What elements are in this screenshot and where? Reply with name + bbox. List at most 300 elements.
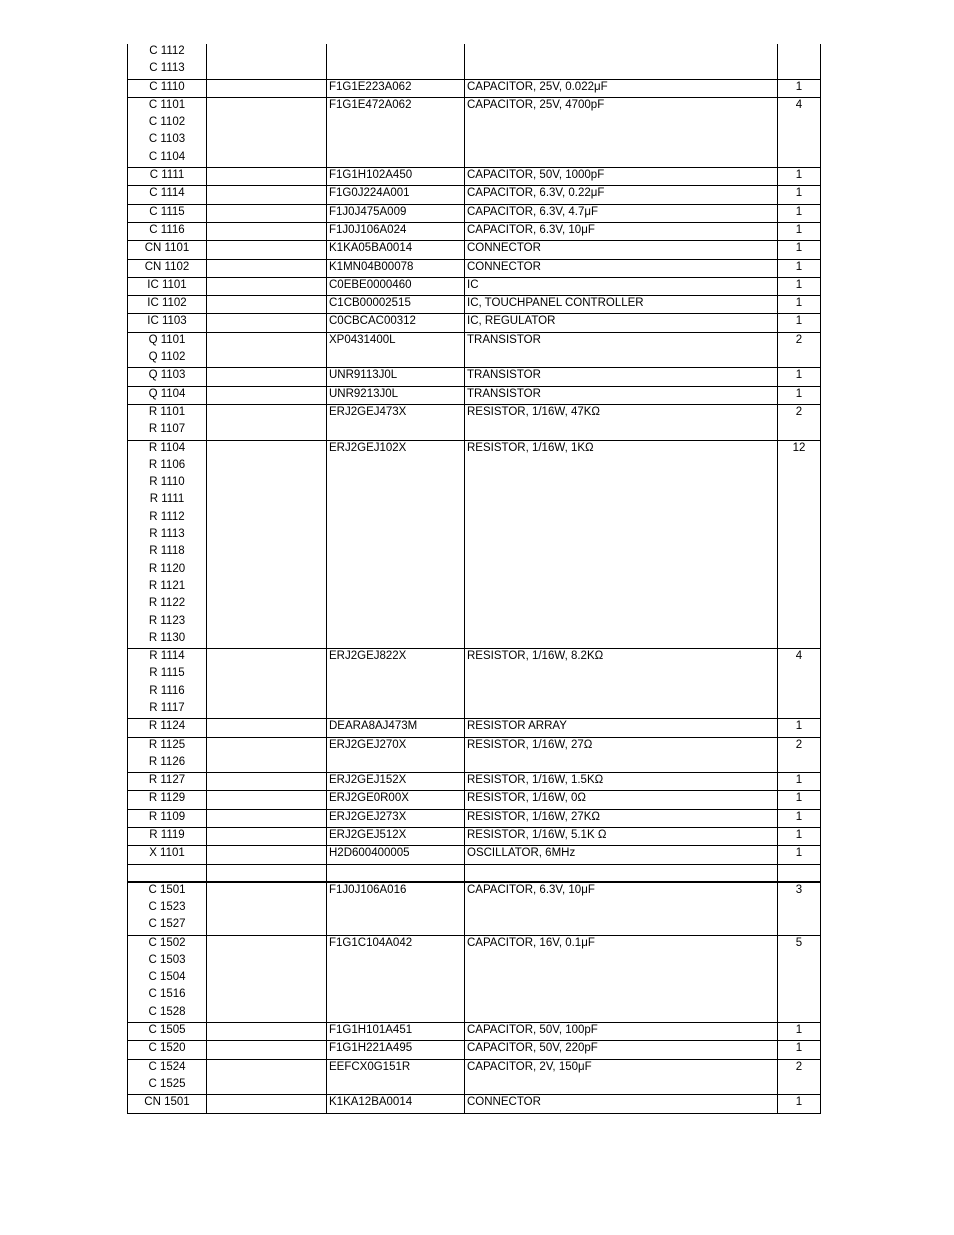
ref-cell: X 1101	[128, 846, 207, 864]
blank-cell	[207, 259, 327, 277]
quantity-cell: 1	[778, 828, 821, 846]
ref-cell: R 1112	[128, 510, 207, 527]
ref-cell: R 1117	[128, 701, 207, 719]
blank-cell	[207, 864, 327, 882]
parts-list-body	[128, 44, 821, 1113]
description-cell	[465, 900, 778, 917]
description-cell	[465, 1077, 778, 1095]
quantity-cell	[778, 44, 821, 61]
description-cell: CAPACITOR, 6.3V, 4.7μF	[465, 204, 778, 222]
table-row	[128, 755, 821, 773]
quantity-cell	[778, 350, 821, 368]
ref-cell: R 1126	[128, 755, 207, 773]
quantity-cell	[778, 492, 821, 509]
part-number-cell	[327, 132, 465, 149]
part-number-cell	[327, 987, 465, 1004]
table-row	[128, 1041, 821, 1059]
table-row	[128, 917, 821, 935]
ref-cell: IC 1101	[128, 277, 207, 295]
table-row	[128, 846, 821, 864]
description-cell	[465, 631, 778, 649]
blank-cell	[207, 1095, 327, 1113]
quantity-cell	[778, 458, 821, 475]
table-row	[128, 241, 821, 259]
part-number-cell	[327, 701, 465, 719]
part-number-cell: ERJ2GEJ473X	[327, 404, 465, 422]
table-row	[128, 935, 821, 953]
quantity-cell: 1	[778, 1095, 821, 1113]
table-row	[128, 900, 821, 917]
table-row	[128, 1059, 821, 1077]
part-number-cell: EEFCX0G151R	[327, 1059, 465, 1077]
table-row	[128, 544, 821, 561]
blank-cell	[207, 44, 327, 61]
description-cell	[465, 953, 778, 970]
description-cell	[465, 150, 778, 168]
table-row	[128, 168, 821, 186]
description-cell: RESISTOR, 1/16W, 1.5KΩ	[465, 773, 778, 791]
part-number-cell	[327, 458, 465, 475]
table-row	[128, 510, 821, 527]
blank-cell	[207, 458, 327, 475]
quantity-cell	[778, 970, 821, 987]
blank-cell	[207, 1059, 327, 1077]
part-number-cell	[327, 510, 465, 527]
part-number-cell	[327, 1077, 465, 1095]
description-cell: CONNECTOR	[465, 1095, 778, 1113]
quantity-cell: 1	[778, 79, 821, 97]
part-number-cell	[327, 755, 465, 773]
table-row	[128, 259, 821, 277]
quantity-cell: 1	[778, 186, 821, 204]
part-number-cell: C0CBCAC00312	[327, 314, 465, 332]
blank-cell	[207, 737, 327, 755]
quantity-cell	[778, 596, 821, 613]
quantity-cell: 5	[778, 935, 821, 953]
table-row	[128, 1077, 821, 1095]
table-row	[128, 791, 821, 809]
blank-cell	[207, 277, 327, 295]
part-number-cell: F1G1H221A495	[327, 1041, 465, 1059]
description-cell: IC, TOUCHPANEL CONTROLLER	[465, 296, 778, 314]
part-number-cell: F1G1E223A062	[327, 79, 465, 97]
table-row	[128, 562, 821, 579]
ref-cell: R 1101	[128, 404, 207, 422]
ref-cell: C 1111	[128, 168, 207, 186]
description-cell: IC, REGULATOR	[465, 314, 778, 332]
part-number-cell	[327, 475, 465, 492]
part-number-cell	[327, 527, 465, 544]
description-cell: RESISTOR, 1/16W, 5.1K Ω	[465, 828, 778, 846]
description-cell: CAPACITOR, 25V, 0.022μF	[465, 79, 778, 97]
part-number-cell: K1KA05BA0014	[327, 241, 465, 259]
blank-cell	[207, 1023, 327, 1041]
table-row	[128, 332, 821, 350]
part-number-cell: ERJ2GEJ822X	[327, 649, 465, 667]
table-row	[128, 970, 821, 987]
description-cell: RESISTOR, 1/16W, 27KΩ	[465, 809, 778, 827]
blank-cell	[207, 953, 327, 970]
ref-cell: C 1523	[128, 900, 207, 917]
ref-cell: R 1121	[128, 579, 207, 596]
description-cell: CONNECTOR	[465, 259, 778, 277]
description-cell: CONNECTOR	[465, 241, 778, 259]
description-cell	[465, 1005, 778, 1023]
part-number-cell: XP0431400L	[327, 332, 465, 350]
description-cell	[465, 666, 778, 683]
quantity-cell	[778, 987, 821, 1004]
part-number-cell: ERJ2GEJ152X	[327, 773, 465, 791]
description-cell	[465, 917, 778, 935]
part-number-cell	[327, 970, 465, 987]
table-row	[128, 864, 821, 882]
table-row	[128, 115, 821, 132]
quantity-cell: 1	[778, 386, 821, 404]
blank-cell	[207, 719, 327, 737]
ref-cell: IC 1102	[128, 296, 207, 314]
description-cell: CAPACITOR, 6.3V, 10μF	[465, 222, 778, 240]
quantity-cell: 1	[778, 791, 821, 809]
blank-cell	[207, 846, 327, 864]
ref-cell: CN 1102	[128, 259, 207, 277]
table-row	[128, 828, 821, 846]
quantity-cell	[778, 666, 821, 683]
description-cell	[465, 544, 778, 561]
blank-cell	[207, 970, 327, 987]
part-number-cell	[327, 562, 465, 579]
quantity-cell: 2	[778, 737, 821, 755]
quantity-cell	[778, 684, 821, 701]
ref-cell: C 1516	[128, 987, 207, 1004]
table-row	[128, 79, 821, 97]
table-row	[128, 596, 821, 613]
ref-cell: C 1503	[128, 953, 207, 970]
table-row	[128, 737, 821, 755]
description-cell: RESISTOR ARRAY	[465, 719, 778, 737]
ref-cell: R 1127	[128, 773, 207, 791]
ref-cell	[128, 864, 207, 882]
description-cell: CAPACITOR, 50V, 220pF	[465, 1041, 778, 1059]
blank-cell	[207, 666, 327, 683]
quantity-cell: 1	[778, 168, 821, 186]
table-row	[128, 684, 821, 701]
part-number-cell	[327, 422, 465, 440]
quantity-cell	[778, 755, 821, 773]
part-number-cell	[327, 596, 465, 613]
ref-cell: C 1103	[128, 132, 207, 149]
blank-cell	[207, 809, 327, 827]
ref-cell: R 1118	[128, 544, 207, 561]
blank-cell	[207, 386, 327, 404]
blank-cell	[207, 755, 327, 773]
quantity-cell: 1	[778, 719, 821, 737]
description-cell	[465, 132, 778, 149]
quantity-cell: 1	[778, 296, 821, 314]
table-row	[128, 186, 821, 204]
blank-cell	[207, 368, 327, 386]
quantity-cell: 2	[778, 404, 821, 422]
blank-cell	[207, 596, 327, 613]
blank-cell	[207, 422, 327, 440]
table-row	[128, 701, 821, 719]
blank-cell	[207, 579, 327, 596]
part-number-cell: F1J0J106A016	[327, 882, 465, 900]
quantity-cell	[778, 132, 821, 149]
ref-cell: CN 1501	[128, 1095, 207, 1113]
blank-cell	[207, 350, 327, 368]
quantity-cell	[778, 150, 821, 168]
description-cell	[465, 475, 778, 492]
part-number-cell	[327, 579, 465, 596]
table-row	[128, 987, 821, 1004]
part-number-cell: ERJ2GEJ512X	[327, 828, 465, 846]
blank-cell	[207, 510, 327, 527]
table-row	[128, 440, 821, 458]
ref-cell: Q 1102	[128, 350, 207, 368]
ref-cell: Q 1103	[128, 368, 207, 386]
quantity-cell: 2	[778, 332, 821, 350]
quantity-cell: 1	[778, 241, 821, 259]
quantity-cell: 4	[778, 97, 821, 115]
quantity-cell: 2	[778, 1059, 821, 1077]
description-cell	[465, 115, 778, 132]
part-number-cell	[327, 492, 465, 509]
description-cell: RESISTOR, 1/16W, 27Ω	[465, 737, 778, 755]
description-cell	[465, 755, 778, 773]
ref-cell: IC 1103	[128, 314, 207, 332]
description-cell: CAPACITOR, 50V, 1000pF	[465, 168, 778, 186]
table-row	[128, 614, 821, 631]
blank-cell	[207, 475, 327, 492]
table-row	[128, 314, 821, 332]
description-cell	[465, 684, 778, 701]
quantity-cell: 1	[778, 259, 821, 277]
ref-cell: C 1525	[128, 1077, 207, 1095]
ref-cell: R 1120	[128, 562, 207, 579]
description-cell: CAPACITOR, 50V, 100pF	[465, 1023, 778, 1041]
description-cell	[465, 44, 778, 61]
part-number-cell	[327, 115, 465, 132]
part-number-cell: C0EBE0000460	[327, 277, 465, 295]
part-number-cell: UNR9113J0L	[327, 368, 465, 386]
table-row	[128, 882, 821, 900]
table-row	[128, 277, 821, 295]
description-cell	[465, 987, 778, 1004]
table-row	[128, 204, 821, 222]
blank-cell	[207, 150, 327, 168]
table-row	[128, 631, 821, 649]
quantity-cell	[778, 900, 821, 917]
quantity-cell	[778, 562, 821, 579]
quantity-cell: 1	[778, 368, 821, 386]
ref-cell: C 1502	[128, 935, 207, 953]
table-row	[128, 527, 821, 544]
blank-cell	[207, 241, 327, 259]
quantity-cell	[778, 953, 821, 970]
blank-cell	[207, 562, 327, 579]
ref-cell: C 1110	[128, 79, 207, 97]
table-row	[128, 773, 821, 791]
part-number-cell	[327, 666, 465, 683]
quantity-cell: 1	[778, 773, 821, 791]
ref-cell: C 1113	[128, 61, 207, 79]
table-row	[128, 1023, 821, 1041]
ref-cell: C 1115	[128, 204, 207, 222]
part-number-cell	[327, 953, 465, 970]
description-cell: TRANSISTOR	[465, 368, 778, 386]
blank-cell	[207, 404, 327, 422]
quantity-cell	[778, 475, 821, 492]
part-number-cell	[327, 150, 465, 168]
ref-cell: R 1129	[128, 791, 207, 809]
blank-cell	[207, 917, 327, 935]
ref-cell: C 1520	[128, 1041, 207, 1059]
part-number-cell: C1CB00002515	[327, 296, 465, 314]
blank-cell	[207, 631, 327, 649]
ref-cell: R 1124	[128, 719, 207, 737]
quantity-cell	[778, 1077, 821, 1095]
part-number-cell: ERJ2GEJ102X	[327, 440, 465, 458]
description-cell: RESISTOR, 1/16W, 8.2KΩ	[465, 649, 778, 667]
ref-cell: Q 1104	[128, 386, 207, 404]
parts-list-table	[127, 44, 821, 1114]
table-row	[128, 404, 821, 422]
quantity-cell	[778, 527, 821, 544]
blank-cell	[207, 115, 327, 132]
part-number-cell	[327, 900, 465, 917]
part-number-cell: DEARA8AJ473M	[327, 719, 465, 737]
blank-cell	[207, 132, 327, 149]
description-cell: CAPACITOR, 25V, 4700pF	[465, 97, 778, 115]
quantity-cell: 1	[778, 204, 821, 222]
blank-cell	[207, 527, 327, 544]
blank-cell	[207, 935, 327, 953]
quantity-cell: 1	[778, 314, 821, 332]
ref-cell: R 1109	[128, 809, 207, 827]
blank-cell	[207, 882, 327, 900]
blank-cell	[207, 1041, 327, 1059]
blank-cell	[207, 296, 327, 314]
ref-cell: R 1110	[128, 475, 207, 492]
description-cell: IC	[465, 277, 778, 295]
table-row	[128, 458, 821, 475]
table-row	[128, 719, 821, 737]
part-number-cell: F1G1C104A042	[327, 935, 465, 953]
blank-cell	[207, 440, 327, 458]
blank-cell	[207, 1005, 327, 1023]
part-number-cell: ERJ2GEJ270X	[327, 737, 465, 755]
blank-cell	[207, 684, 327, 701]
ref-cell: R 1125	[128, 737, 207, 755]
part-number-cell: H2D600400005	[327, 846, 465, 864]
ref-cell: R 1123	[128, 614, 207, 631]
blank-cell	[207, 900, 327, 917]
quantity-cell	[778, 631, 821, 649]
ref-cell: R 1122	[128, 596, 207, 613]
table-row	[128, 222, 821, 240]
quantity-cell: 1	[778, 1023, 821, 1041]
blank-cell	[207, 649, 327, 667]
description-cell: RESISTOR, 1/16W, 0Ω	[465, 791, 778, 809]
blank-cell	[207, 544, 327, 561]
blank-cell	[207, 1077, 327, 1095]
description-cell: CAPACITOR, 16V, 0.1μF	[465, 935, 778, 953]
quantity-cell: 1	[778, 846, 821, 864]
ref-cell: R 1116	[128, 684, 207, 701]
quantity-cell	[778, 422, 821, 440]
table-row	[128, 666, 821, 683]
ref-cell: R 1115	[128, 666, 207, 683]
part-number-cell	[327, 631, 465, 649]
quantity-cell	[778, 61, 821, 79]
blank-cell	[207, 222, 327, 240]
description-cell	[465, 458, 778, 475]
quantity-cell: 1	[778, 1041, 821, 1059]
table-row	[128, 61, 821, 79]
blank-cell	[207, 701, 327, 719]
quantity-cell	[778, 701, 821, 719]
ref-cell: C 1116	[128, 222, 207, 240]
description-cell	[465, 579, 778, 596]
ref-cell: C 1101	[128, 97, 207, 115]
description-cell: OSCILLATOR, 6MHz	[465, 846, 778, 864]
quantity-cell: 1	[778, 222, 821, 240]
part-number-cell	[327, 1005, 465, 1023]
description-cell: CAPACITOR, 6.3V, 10μF	[465, 882, 778, 900]
quantity-cell	[778, 510, 821, 527]
description-cell	[465, 970, 778, 987]
description-cell	[465, 562, 778, 579]
ref-cell: R 1107	[128, 422, 207, 440]
blank-cell	[207, 492, 327, 509]
part-number-cell	[327, 684, 465, 701]
table-row	[128, 1095, 821, 1113]
ref-cell: R 1130	[128, 631, 207, 649]
blank-cell	[207, 204, 327, 222]
description-cell	[465, 596, 778, 613]
part-number-cell: UNR9213J0L	[327, 386, 465, 404]
part-number-cell	[327, 544, 465, 561]
ref-cell: C 1527	[128, 917, 207, 935]
ref-cell: C 1528	[128, 1005, 207, 1023]
blank-cell	[207, 828, 327, 846]
ref-cell: R 1113	[128, 527, 207, 544]
part-number-cell	[327, 350, 465, 368]
part-number-cell	[327, 864, 465, 882]
ref-cell: C 1112	[128, 44, 207, 61]
table-row	[128, 579, 821, 596]
ref-cell: R 1119	[128, 828, 207, 846]
table-row	[128, 350, 821, 368]
quantity-cell: 12	[778, 440, 821, 458]
quantity-cell	[778, 115, 821, 132]
table-row	[128, 386, 821, 404]
table-row	[128, 1005, 821, 1023]
part-number-cell: F1G1E472A062	[327, 97, 465, 115]
description-cell: CAPACITOR, 2V, 150μF	[465, 1059, 778, 1077]
description-cell: TRANSISTOR	[465, 386, 778, 404]
description-cell: TRANSISTOR	[465, 332, 778, 350]
part-number-cell	[327, 614, 465, 631]
ref-cell: C 1504	[128, 970, 207, 987]
table-row	[128, 649, 821, 667]
ref-cell: C 1102	[128, 115, 207, 132]
part-number-cell: F1G1H101A451	[327, 1023, 465, 1041]
table-row	[128, 132, 821, 149]
quantity-cell	[778, 917, 821, 935]
blank-cell	[207, 332, 327, 350]
description-cell	[465, 422, 778, 440]
